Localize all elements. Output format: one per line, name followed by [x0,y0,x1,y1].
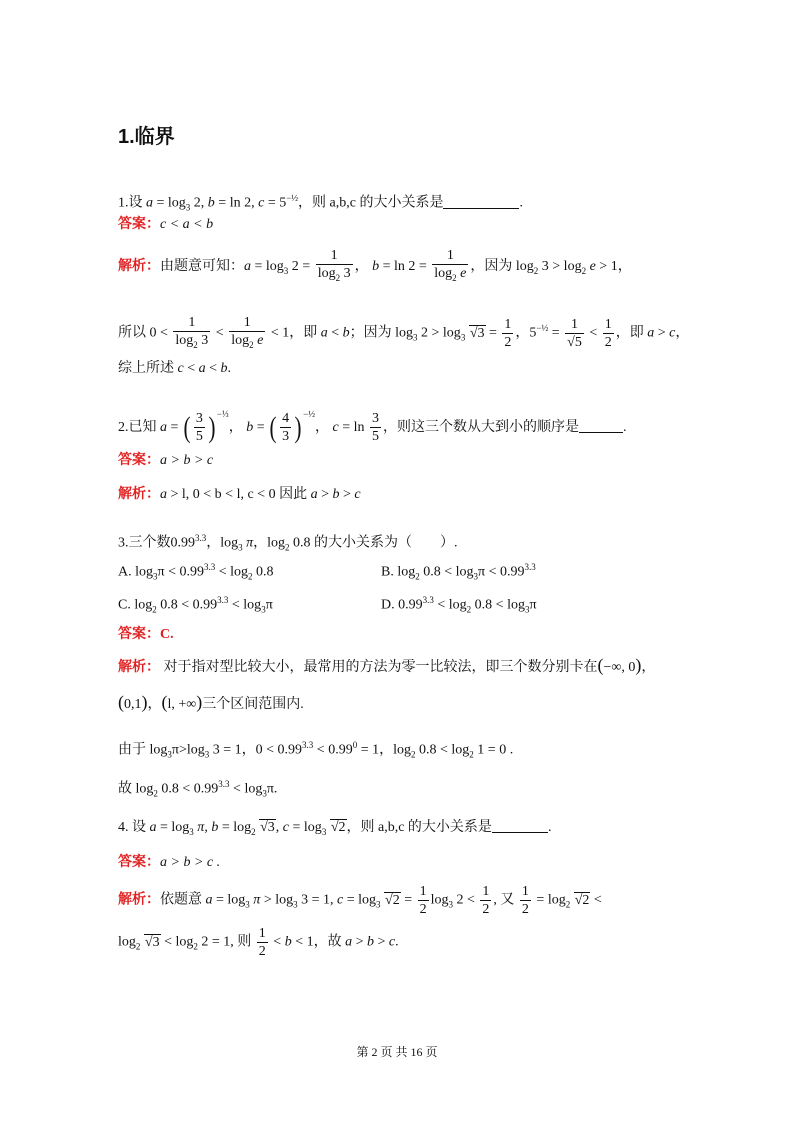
analysis-4b: $\log_2 √3 < \log_2 2 = 1$, 则 $\frac{1}{2}$ < b < 1，故 a > b > c. [118,926,399,959]
option-c[interactable]: C. $\log_2 0.8 < 0.99^{3.3} < \log_3\pi$ [118,595,273,615]
analysis-4a: 解析：依题意 $a = \log_3 \pi > \log_3 3 = 1$, $c = \log_3 √2$ = $\frac{1}{2}$ $\log_3 2$ < $\frac{1}{2}$ , 又 $\frac{1}{2}$ = $\log_2 √2$ < [118,884,602,917]
analysis-3c: 由于 $\log_3\pi>\log_3$ 3 = 1，$0 < 0.99^{3.3} < 0.99^0 = 1$，$\log_2 0.8 < \log_2 1 = 0$ . [118,740,514,760]
analysis-1b: 所以 0 < $\frac{1}{\log_2 3}$ < $\frac{1}{\log_2 e}$ < 1，即 a < b；因为 $\log_3 2 > \log_3 √3$ = $\frac{1}{2}$ ，$5^{-\frac{1}{2}}$ = $\frac{1}{√5}$ < $\frac{1}{2}$ ，即 a > c， [118,314,690,350]
option-b[interactable]: B. $\log_2 0.8 < \log_3\pi < 0.99^{3.3}$ [381,562,536,582]
analysis-1c: 综上所述 c < a < b. [118,361,232,376]
question-3: 3.三个数$0.99^{3.3}$，$\log_3 \pi$，$\log_2 0.8$ 的大小关系为（ ）. [118,533,458,553]
option-d[interactable]: D. $0.99^{3.3} < \log_2 0.8 < \log_3\pi$ [381,595,537,615]
page-footer: 第 2 页 共 16 页 [356,1045,438,1059]
question-2: 2.已知 a = ( $\frac{3}{5}$ ) $^{-\frac{1}{3}}$， b = ( $\frac{4}{3}$ ) $^{-\frac{1}{2}}$， c = ln $\frac{3}{5}$ ，则这三个数从大到小的顺序是 . [118,409,627,445]
analysis-3b: (0,1)，(l, +∞)三个区间范围内. [118,692,304,712]
analysis-1a: 解析：由题意可知：$a = \log_3 2$ = $\frac{1}{\log_2 3}$ ， b = ln 2 = $\frac{1}{\log_2 e}$ ，因为 $\log_2 3 > \log_2 e > 1$， [118,248,632,283]
question-1: 1.设 $a = \log_3 2$, b = ln 2, $c = 5^{-\frac{1}{2}}$，则 a,b,c 的大小关系是 . [118,193,523,213]
answer-2: 答案：a > b > c [118,453,214,468]
section-heading: 1.临界 [118,126,175,148]
answer-3: 答案：C. [118,627,174,642]
answer-blank [579,432,623,433]
analysis-2: 解析：a > l, 0 < b < l, c < 0 因此 a > b > c [118,487,361,502]
analysis-3d: 故 $\log_2 0.8 < 0.99^{3.3} < \log_3\pi$. [118,779,278,799]
question-4: 4. 设 $a = \log_3 \pi$, $b = \log_2 √3$, $c = \log_3 √2$，则 a,b,c 的大小关系是 . [118,820,552,837]
option-a[interactable]: A. $\log_3\pi < 0.99^{3.3} < \log_2 0.8$ [118,562,274,582]
answer-blank [492,832,548,833]
answer-4: 答案：a > b > c . [118,855,221,870]
answer-blank [443,208,519,209]
answer-1: 答案：c < a < b [118,217,214,232]
analysis-3a: 解析： 对于指对型比较大小，最常用的方法为零一比较法，即三个数分别卡在(−∞, 0)， [118,655,656,675]
